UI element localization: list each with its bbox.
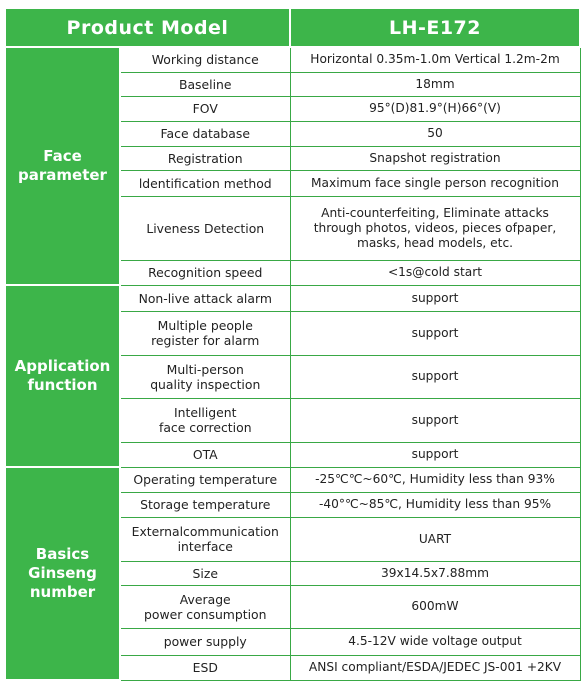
spec-label: ldentification method: [120, 170, 290, 196]
table-row: [5, 47, 580, 72]
spec-label: Liveness Detection: [120, 196, 290, 260]
spec-value: 50: [290, 121, 580, 146]
spec-label: Storage temperature: [120, 492, 290, 517]
spec-label: OTA: [120, 442, 290, 467]
spec-value: Maximum face single person recognition: [290, 170, 580, 196]
spec-value: support: [290, 285, 580, 311]
spec-value: Snapshot registration: [290, 146, 580, 170]
spec-value: UART: [290, 517, 580, 561]
spec-value: 39x14.5x7.88mm: [290, 561, 580, 585]
spec-value: -40°℃~85℃, Humidity less than 95%: [290, 492, 580, 517]
spec-label: Operating temperature: [120, 467, 290, 492]
spec-value: Horizontal 0.35m-1.0m Vertical 1.2m-2m: [290, 47, 580, 72]
spec-label: Externalcommunication interface: [120, 517, 290, 561]
spec-label: Recognition speed: [120, 260, 290, 285]
spec-label: Baseline: [120, 72, 290, 96]
spec-label: Non-live attack alarm: [120, 285, 290, 311]
spec-label: power supply: [120, 628, 290, 655]
spec-value: support: [290, 311, 580, 355]
spec-value: -25℃℃~60℃, Humidity less than 93%: [290, 467, 580, 492]
spec-label: Registration: [120, 146, 290, 170]
spec-label: Intelligent face correction: [120, 398, 290, 442]
spec-label: Size: [120, 561, 290, 585]
spec-label: Multiple people register for alarm: [120, 311, 290, 355]
spec-label: Average power consumption: [120, 585, 290, 628]
section-title: Application function: [5, 285, 120, 467]
table-row: [5, 285, 580, 311]
spec-value: 95°(D)81.9°(H)66°(V): [290, 96, 580, 121]
model-number: LH-E172: [290, 8, 580, 47]
spec-value: support: [290, 398, 580, 442]
section-title: Basics Ginseng number: [5, 467, 120, 680]
spec-label: Face database: [120, 121, 290, 146]
spec-value: 18mm: [290, 72, 580, 96]
spec-label: Working distance: [120, 47, 290, 72]
spec-value: <1s@cold start: [290, 260, 580, 285]
product-model-label: Product Model: [5, 8, 290, 47]
header-row: [5, 8, 580, 47]
spec-label: Multi-person quality inspection: [120, 355, 290, 398]
spec-label: FOV: [120, 96, 290, 121]
spec-value: support: [290, 442, 580, 467]
spec-table: [4, 7, 581, 681]
spec-value: support: [290, 355, 580, 398]
spec-body: [5, 47, 580, 680]
spec-value: Anti-counterfeiting, Eliminate attacks through photos, videos, pieces ofpaper, masks, head models, etc.: [290, 196, 580, 260]
spec-label: ESD: [120, 655, 290, 680]
section-title: Face parameter: [5, 47, 120, 285]
spec-value: 4.5-12V wide voltage output: [290, 628, 580, 655]
spec-value: 600mW: [290, 585, 580, 628]
table-row: [5, 467, 580, 492]
spec-value: ANSI compliant/ESDA/JEDEC JS-001 +2KV: [290, 655, 580, 680]
